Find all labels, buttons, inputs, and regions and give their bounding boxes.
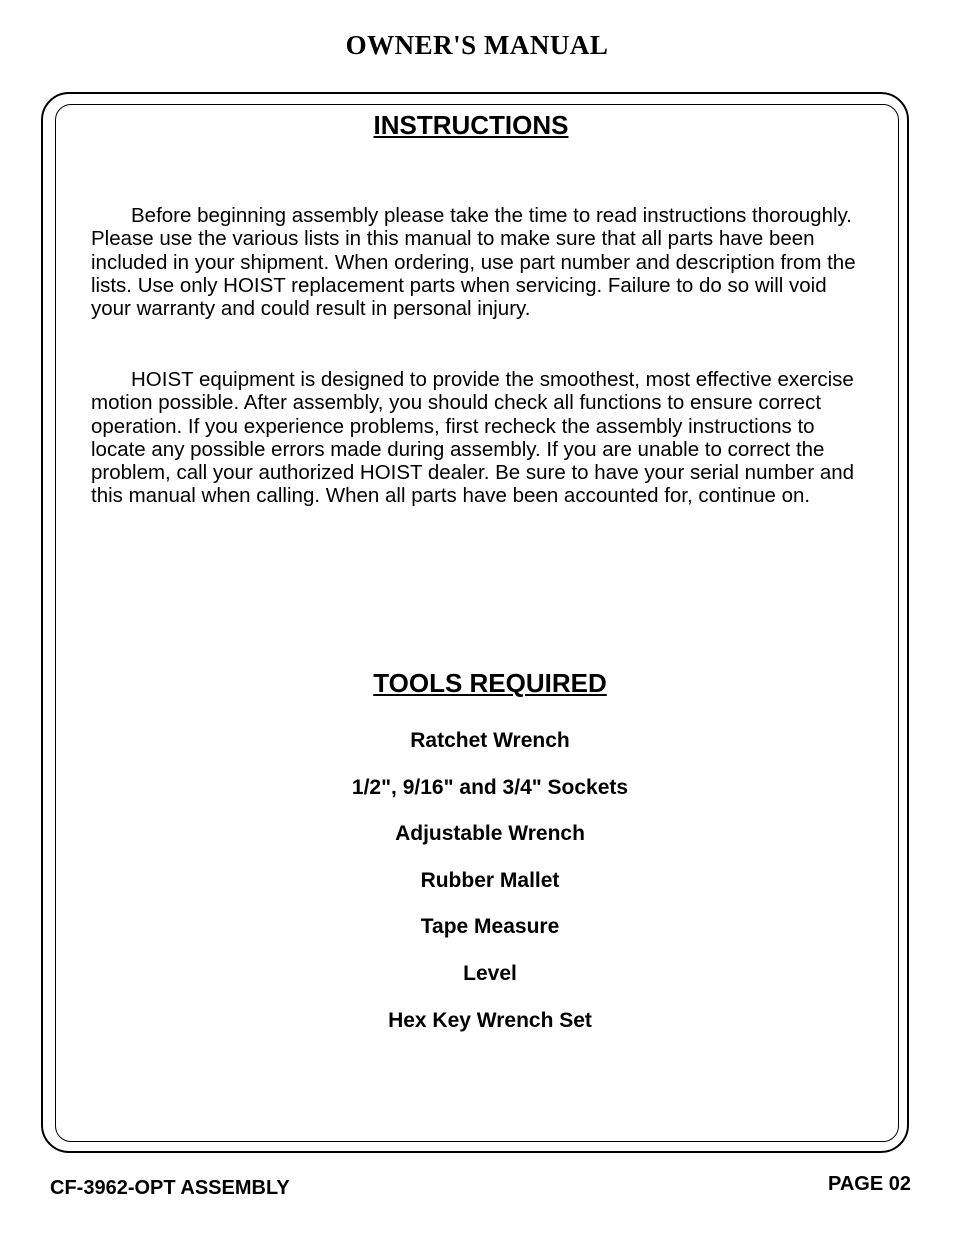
tool-item-ratchet-wrench: Ratchet Wrench: [410, 729, 570, 752]
tools-list: [0, 724, 954, 1050]
tool-item-rubber-mallet: Rubber Mallet: [420, 868, 560, 892]
instructions-paragraph-2: HOIST equipment is designed to provide the smoothest, most effective exercise motion possible. After assembly, you should check all functions to ensure correct operation. If you experience problems, first recheck the assembly instructions to locate any possible errors made during assembly. If you are unable to correct the problem, call your authorized HOIST dealer. Be sure to have your serial number and this manual when calling. When all parts have been accounted for, continue on.: [91, 368, 855, 508]
tool-item-sockets: 1/2", 9/16" and 3/4" Sockets: [351, 775, 629, 799]
page-title: OWNER'S MANUAL: [345, 30, 609, 60]
footer-document-id: CF-3962-OPT ASSEMBLY: [50, 1177, 290, 1199]
instructions-heading: INSTRUCTIONS: [373, 110, 569, 140]
footer-page-number: PAGE 02: [828, 1173, 911, 1195]
tool-item-hex-key-wrench-set: Hex Key Wrench Set: [388, 1008, 592, 1032]
instructions-paragraph-1: Before beginning assembly please take the time to read instructions thoroughly. Please use the various lists in this manual to make sure that all parts have been included in your shipment. When ordering, use part number and description from the lists. Use only HOIST replacement parts when servicing. Failure to do so will void your warranty and could result in personal injury.: [91, 204, 856, 321]
tool-item-adjustable-wrench: Adjustable Wrench: [395, 822, 585, 846]
tool-item-level: Level: [463, 961, 517, 985]
tools-required-heading: TOOLS REQUIRED: [373, 668, 607, 698]
tool-item-tape-measure: Tape Measure: [420, 915, 560, 939]
